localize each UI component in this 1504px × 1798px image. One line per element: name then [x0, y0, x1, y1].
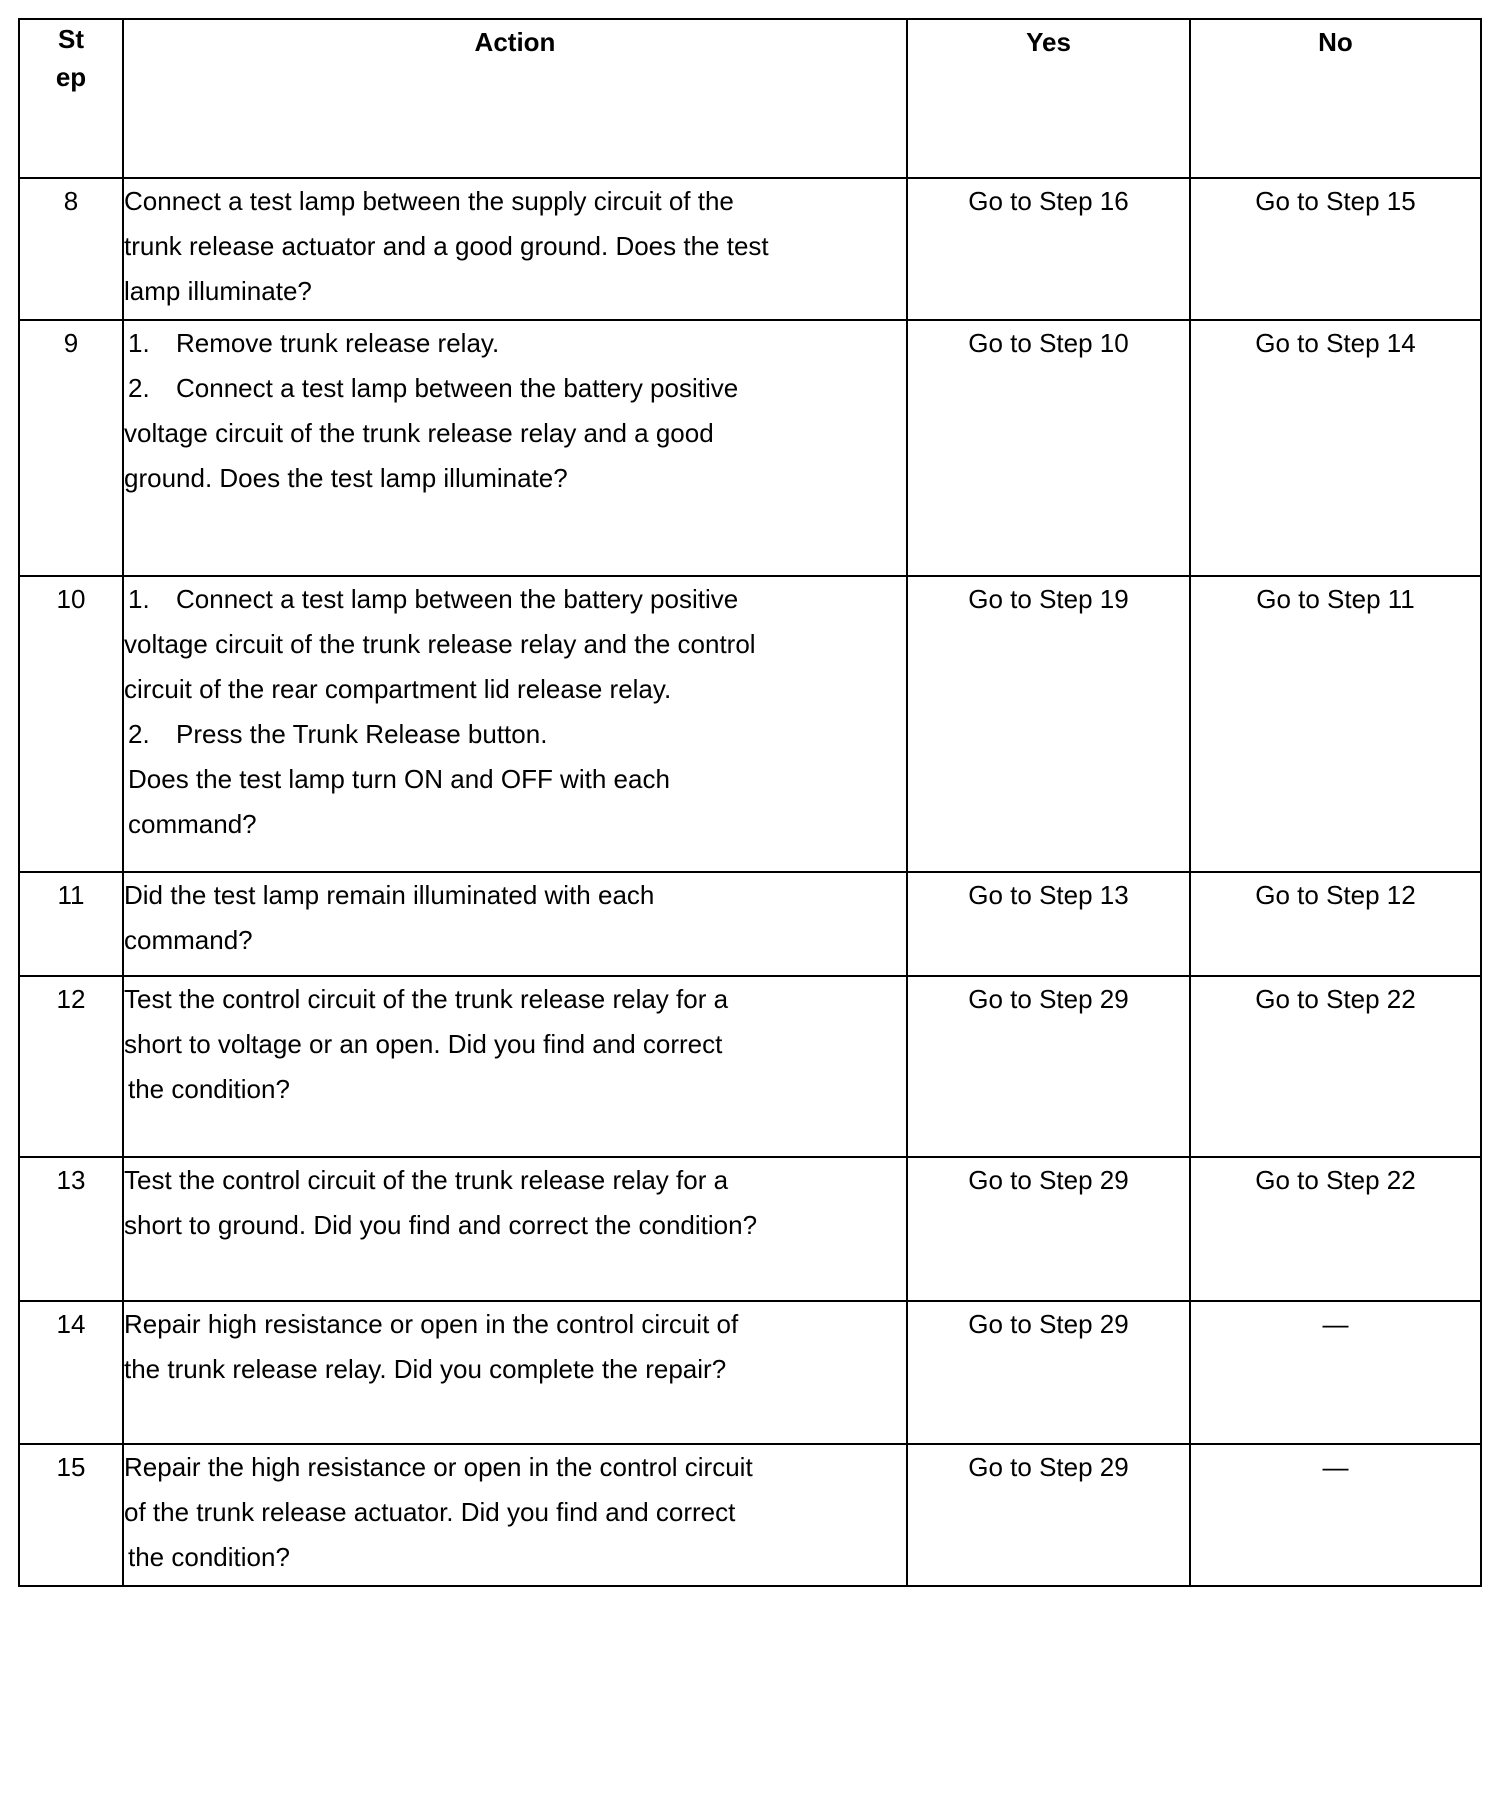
action-question-line: Does the test lamp turn ON and OFF with each: [128, 764, 670, 794]
action-question-line: command?: [128, 809, 257, 839]
no-result: Go to Step 12: [1190, 872, 1481, 976]
action-cell: [123, 1301, 907, 1444]
step-number: 14: [19, 1301, 123, 1444]
table-row: [19, 872, 1481, 976]
diagnostic-table: [18, 18, 1482, 1587]
action-text-line: short to ground. Did you find and correct the condition?: [124, 1210, 758, 1240]
item-number: 2.: [128, 373, 150, 403]
action-step-item: [124, 366, 906, 411]
step-number: 15: [19, 1444, 123, 1586]
action-question-line: the condition?: [128, 1074, 290, 1104]
action-text-line: trunk release actuator and a good ground. Does the test: [124, 231, 769, 261]
action-text-line: short to voltage or an open. Did you find and correct: [124, 1029, 723, 1059]
no-result: Go to Step 15: [1190, 178, 1481, 320]
table-header: [19, 19, 1481, 178]
item-text: Connect a test lamp between the battery positive: [176, 584, 739, 614]
action-text-line: command?: [124, 925, 253, 955]
no-result: —: [1190, 1444, 1481, 1586]
action-step-item: [124, 321, 906, 366]
action-text-line: Connect a test lamp between the supply circuit of the: [124, 186, 734, 216]
step-number: 9: [19, 320, 123, 576]
table-row: [19, 1444, 1481, 1586]
action-text-line: of the trunk release actuator. Did you find and correct: [124, 1497, 736, 1527]
header-yes: Yes: [907, 19, 1190, 178]
action-text-line: Did the test lamp remain illuminated with each: [124, 880, 655, 910]
action-cell: [123, 872, 907, 976]
yes-result: Go to Step 16: [907, 178, 1190, 320]
no-result: Go to Step 22: [1190, 1157, 1481, 1301]
no-result: Go to Step 22: [1190, 976, 1481, 1157]
action-text-line: voltage circuit of the trunk release relay and a good: [124, 418, 714, 448]
item-text: Press the Trunk Release button.: [176, 719, 548, 749]
header-row: [19, 19, 1481, 178]
action-text-line: Test the control circuit of the trunk release relay for a: [124, 1165, 729, 1195]
table-row: [19, 178, 1481, 320]
no-result: —: [1190, 1301, 1481, 1444]
action-cell: [123, 576, 907, 872]
item-text: Remove trunk release relay.: [176, 328, 500, 358]
table-row: [19, 976, 1481, 1157]
table-body: [19, 178, 1481, 1586]
action-cell: [123, 320, 907, 576]
action-cell: [123, 1444, 907, 1586]
action-text-line: circuit of the rear compartment lid release relay.: [124, 674, 672, 704]
action-text-line: Repair high resistance or open in the control circuit of: [124, 1309, 739, 1339]
header-step-line-1: St: [58, 24, 84, 54]
no-result: Go to Step 11: [1190, 576, 1481, 872]
no-result: Go to Step 14: [1190, 320, 1481, 576]
step-number: 13: [19, 1157, 123, 1301]
yes-result: Go to Step 19: [907, 576, 1190, 872]
action-step-item: [124, 712, 906, 757]
action-text-line: Repair the high resistance or open in the control circuit: [124, 1452, 753, 1482]
table-row: [19, 576, 1481, 872]
header-no: No: [1190, 19, 1481, 178]
action-cell: [123, 1157, 907, 1301]
action-text-line: lamp illuminate?: [124, 276, 312, 306]
action-cell: [123, 976, 907, 1157]
table-row: [19, 1301, 1481, 1444]
step-number: 10: [19, 576, 123, 872]
yes-result: Go to Step 13: [907, 872, 1190, 976]
header-step: [19, 19, 123, 178]
item-number: 1.: [128, 584, 150, 614]
action-text-line: the trunk release relay. Did you complete the repair?: [124, 1354, 727, 1384]
yes-result: Go to Step 29: [907, 1444, 1190, 1586]
action-cell: [123, 178, 907, 320]
yes-result: Go to Step 29: [907, 1157, 1190, 1301]
action-text-line: voltage circuit of the trunk release relay and the control: [124, 629, 756, 659]
item-number: 1.: [128, 328, 150, 358]
action-text-line: Test the control circuit of the trunk release relay for a: [124, 984, 729, 1014]
yes-result: Go to Step 29: [907, 976, 1190, 1157]
step-number: 8: [19, 178, 123, 320]
item-number: 2.: [128, 719, 150, 749]
header-step-line-2: ep: [55, 62, 87, 92]
table-row: [19, 320, 1481, 576]
table-row: [19, 1157, 1481, 1301]
action-text-line: ground. Does the test lamp illuminate?: [124, 463, 568, 493]
yes-result: Go to Step 10: [907, 320, 1190, 576]
step-number: 12: [19, 976, 123, 1157]
action-step-item: [124, 577, 906, 622]
step-number: 11: [19, 872, 123, 976]
yes-result: Go to Step 29: [907, 1301, 1190, 1444]
action-question-line: the condition?: [128, 1542, 290, 1572]
item-text: Connect a test lamp between the battery positive: [176, 373, 739, 403]
header-action: Action: [123, 19, 907, 178]
